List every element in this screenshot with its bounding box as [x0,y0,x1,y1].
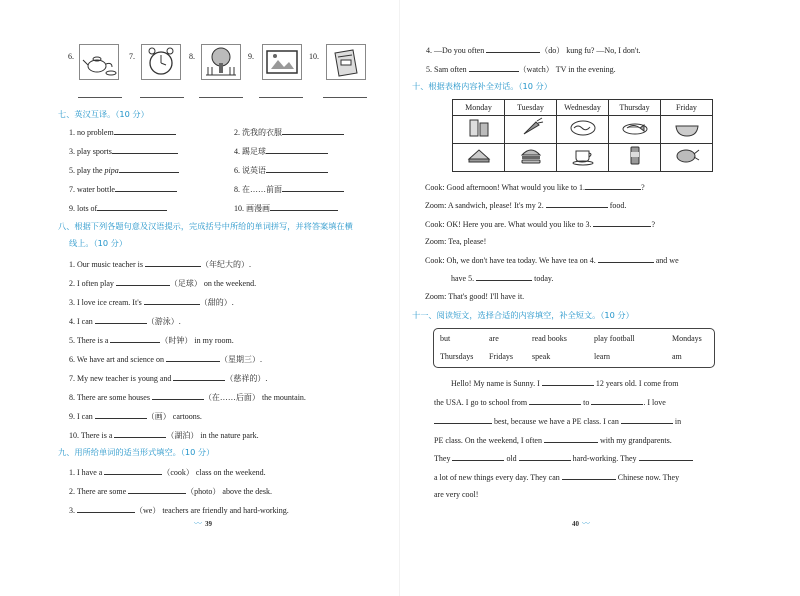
section8-heading: 八、根据下列各题句意及汉语提示，完成括号中所给的单词拼写，并将答案填在横 [58,221,353,231]
page-number-ornament-icon: 〰 [194,519,202,528]
passage-line-6: a lot of new things every day. They can Chinese now. They [434,473,680,482]
section10-heading: 十、根据表格内容补全对话。（10 分） [412,81,552,91]
answer-line-9[interactable] [259,97,303,98]
s8-item-4: 4. I can （游泳）. [69,317,181,326]
tree-icon [201,44,241,80]
teapot-icon [79,44,119,80]
s8-item-6: 6. We have art and science on （星期三）. [69,355,262,364]
dialogue-line-5: Cook: Oh, we don't have tea today. We have tea on 4. and we [425,256,679,265]
passage-line-1: Hello! My name is Sunny. I 12 years old. I come from [451,379,679,388]
dialogue-line-2: Zoom: A sandwich, please! It's my 2. food. [425,201,627,210]
word-are[interactable]: are [489,334,499,343]
s8-item-2: 2. I often play （足球） on the weekend. [69,279,257,288]
s7-item-10: 10. 画漫画 [234,202,338,214]
word-play-football[interactable]: play football [594,334,635,343]
day-thursday: Thursday [609,100,661,116]
fish-icon [609,116,661,144]
pic-number-9: 9. [248,52,254,61]
hamburger-icon [505,144,557,172]
page-number-left: 39 [205,520,212,528]
s9-item-3: 3. （we） teachers are friendly and hard-working. [69,506,289,515]
answer-line-7[interactable] [140,97,184,98]
day-wednesday: Wednesday [557,100,609,116]
answer-line-10[interactable] [323,97,367,98]
tea-cup-icon [557,144,609,172]
s9-item-1: 1. I have a （cook） class on the weekend. [69,468,266,477]
dialogue-line-1: Cook: Good afternoon! What would you like to 1. ? [425,183,645,192]
dialogue-line-3: Cook: OK! Here you are. What would you like to 3. ? [425,220,656,229]
s7-item-8: 8. 在……前面 [234,183,344,195]
day-monday: Monday [453,100,505,116]
s8-item-8: 8. There are some houses （在……后面） the mountain. [69,393,306,402]
page-number-right: 40 [572,520,579,528]
page-number-ornament-icon: 〰 [582,519,590,528]
s9-item-4: 4. —Do you often （do） kung fu? —No, I don't. [426,46,641,55]
s7-item-6: 6. 说英语 [234,164,328,176]
pic-number-8: 8. [189,52,195,61]
pic-number-7: 7. [129,52,135,61]
s8-item-1: 1. Our music teacher is （年纪大的）. [69,260,251,269]
s8-item-5: 5. There is a （时钟） in my room. [69,336,234,345]
s9-item-5: 5. Sam often （watch） TV in the evening. [426,65,616,74]
day-tuesday: Tuesday [505,100,557,116]
clock-icon [141,44,181,80]
passage-line-5: They old hard-working. They [434,452,693,464]
chicken-icon [661,144,713,172]
noodles-icon [557,116,609,144]
passage-line-4: PE class. On the weekend, I often with my grandparents. [434,436,672,445]
s8-item-9: 9. I can （画） cartoons. [69,412,202,421]
soup-icon [661,116,713,144]
s8-item-7: 7. My new teacher is young and （慈祥的）. [69,374,268,383]
passage-line-7: are very cool! [434,490,479,499]
passage-line-2: the USA. I go to school from to . I love [434,398,666,407]
s7-item-3: 3. play sports [69,145,178,157]
word-but[interactable]: but [440,334,451,343]
word-mondays[interactable]: Mondays [672,334,702,343]
pic-number-10: 10. [309,52,319,61]
s8-item-3: 3. I love ice cream. It's （甜的）. [69,298,234,307]
carrot-icon [505,116,557,144]
milk-jars-icon [453,116,505,144]
s7-item-5: 5. play the pipa [69,164,179,176]
day-friday: Friday [661,100,713,116]
pic-number-6: 6. [68,52,74,61]
section11-heading: 十一、阅读短文，选择合适的内容填空，补全短文。（10 分） [412,310,634,320]
section7-heading: 七、英汉互译。（10 分） [58,109,149,119]
word-read-books[interactable]: read books [532,334,567,343]
book-icon [326,44,366,80]
word-speak[interactable]: speak [532,352,551,361]
s7-item-9: 9. lots of [69,202,167,214]
juice-can-icon [609,144,661,172]
word-am[interactable]: am [672,352,682,361]
s9-item-2: 2. There are some （photo） above the desk. [69,487,272,496]
s7-item-1: 1. no problem [69,126,176,138]
section8-heading-cont: 线上。（10 分） [69,238,128,248]
answer-line-8[interactable] [199,97,243,98]
dialogue-line-6: have 5. today. [451,274,554,283]
answer-line-6[interactable] [78,97,122,98]
s7-item-4: 4. 踢足球 [234,145,328,157]
s7-item-2: 2. 洗我的衣服 [234,126,344,138]
word-bank-box [433,328,715,368]
word-thursdays[interactable]: Thursdays [440,352,474,361]
dialogue-line-4: Zoom: Tea, please! [425,237,487,246]
painting-icon [262,44,302,80]
word-learn[interactable]: learn [594,352,610,361]
dialogue-line-7: Zoom: That's good! I'll have it. [425,292,525,301]
sandwich-icon [453,144,505,172]
passage-line-3: best, because we have a PE class. I can in [434,415,681,427]
word-fridays[interactable]: Fridays [489,352,513,361]
s7-item-7: 7. water bottle [69,183,177,195]
section9-heading: 九、用所给单词的适当形式填空。（10 分） [58,447,215,457]
meal-schedule-table [452,99,713,172]
s8-item-10: 10. There is a （湖泊） in the nature park. [69,431,259,440]
